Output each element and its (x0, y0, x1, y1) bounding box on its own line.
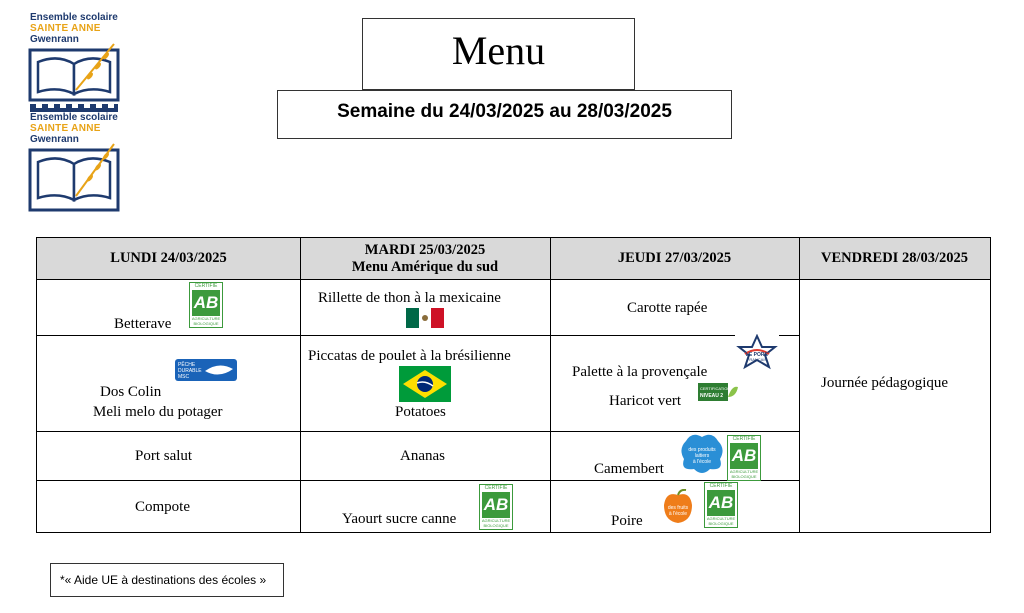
fruit-text-1: des fruits (667, 505, 689, 511)
mexico-flag-icon (406, 308, 444, 328)
ab-top-text: CERTIFIÉ (194, 283, 218, 289)
msc-text-3: MSC (178, 374, 190, 380)
school-logo (28, 12, 124, 112)
ab-label: AB (482, 492, 510, 518)
book-wheat-icon (28, 42, 124, 114)
thursday-cheese: Camembert (594, 461, 664, 477)
dairy-text-2: laitiers (694, 453, 710, 459)
ab-bottom-text: AGRICULTURE BIOLOGIQUE (706, 516, 736, 526)
thursday-main: Palette à la provençale (572, 364, 708, 380)
page-title: Menu (362, 18, 635, 90)
logo-line3: Gwenrann (30, 34, 79, 45)
ab-bottom-text: AGRICULTURE BIOLOGIQUE (191, 316, 221, 326)
thursday-side: Haricot vert (609, 393, 682, 409)
ab-bottom-text: AGRICULTURE BIOLOGIQUE (729, 469, 759, 479)
thursday-starter: Carotte rapée (627, 300, 708, 316)
logo-line2: SAINTE ANNE (30, 123, 101, 134)
ab-label: AB (707, 490, 735, 516)
organic-ab-icon (727, 435, 761, 481)
school-logo (28, 112, 124, 212)
ab-label: AB (192, 290, 220, 316)
hve-text-1: CERTIFICATION (700, 386, 731, 391)
porc-text-2: FRANÇAIS (746, 357, 768, 362)
monday-side: Meli melo du potager (93, 404, 223, 420)
porc-text-1: LE PORC (745, 352, 769, 358)
hve-text-2: NIVEAU 2 (700, 393, 724, 399)
tuesday-side: Potatoes (395, 404, 446, 420)
friday-note: Journée pédagogique (821, 375, 949, 391)
organic-ab-icon (704, 482, 738, 528)
ab-label: AB (730, 443, 758, 469)
menu-table (36, 237, 991, 533)
monday-cheese: Port salut (135, 448, 193, 464)
fruit-text-2: à l'école (668, 511, 688, 517)
header-thursday (550, 238, 799, 279)
monday-starter: Betterave (114, 316, 172, 332)
fruit-at-school-icon (662, 489, 694, 525)
brazil-flag-icon (399, 366, 451, 402)
tuesday-main: Piccatas de poulet à la brésilienne (308, 348, 511, 364)
header-tuesday-theme: Menu Amérique du sud (351, 258, 499, 275)
ab-top-text: CERTIFIÉ (484, 485, 508, 491)
header-friday (799, 238, 990, 279)
header-tuesday-label: MARDI 25/03/2025 (364, 241, 486, 258)
week-range: Semaine du 24/03/2025 au 28/03/2025 (277, 90, 732, 139)
header-monday-label: LUNDI 24/03/2025 (110, 250, 227, 266)
organic-ab-icon (479, 484, 513, 530)
header-thursday-label: JEUDI 27/03/2025 (617, 250, 732, 266)
dairy-text-3: à l'école (692, 459, 712, 465)
tuesday-dessert: Yaourt sucre canne (342, 511, 457, 527)
book-wheat-icon (28, 142, 124, 214)
logo-line1: Ensemble scolaire (30, 12, 118, 23)
footnote: *« Aide UE à destinations des écoles » (50, 563, 284, 597)
logo-line1: Ensemble scolaire (30, 112, 118, 123)
monday-dessert: Compote (135, 499, 190, 515)
porc-francais-icon (735, 334, 779, 370)
organic-ab-icon (189, 282, 223, 328)
msc-text-2: DURABLE (178, 368, 202, 374)
hve-certification-icon (698, 383, 738, 401)
header-monday (37, 238, 300, 279)
header-tuesday (300, 238, 550, 279)
logo-line3: Gwenrann (30, 134, 79, 145)
tuesday-starter: Rillette de thon à la mexicaine (318, 290, 501, 306)
logo-line2: SAINTE ANNE (30, 23, 101, 34)
ab-bottom-text: AGRICULTURE BIOLOGIQUE (481, 518, 511, 528)
ab-top-text: CERTIFIÉ (709, 483, 733, 489)
dairy-at-school-icon (678, 431, 726, 475)
msc-text-1: PÊCHE (178, 362, 196, 368)
ab-top-text: CERTIFIÉ (732, 436, 756, 442)
msc-label-icon (175, 359, 237, 381)
monday-main: Dos Colin (100, 384, 162, 400)
thursday-dessert: Poire (611, 513, 643, 529)
header-friday-label: VENDREDI 28/03/2025 (820, 250, 969, 266)
dairy-text-1: des produits (688, 447, 716, 453)
tuesday-cheese: Ananas (400, 448, 445, 464)
